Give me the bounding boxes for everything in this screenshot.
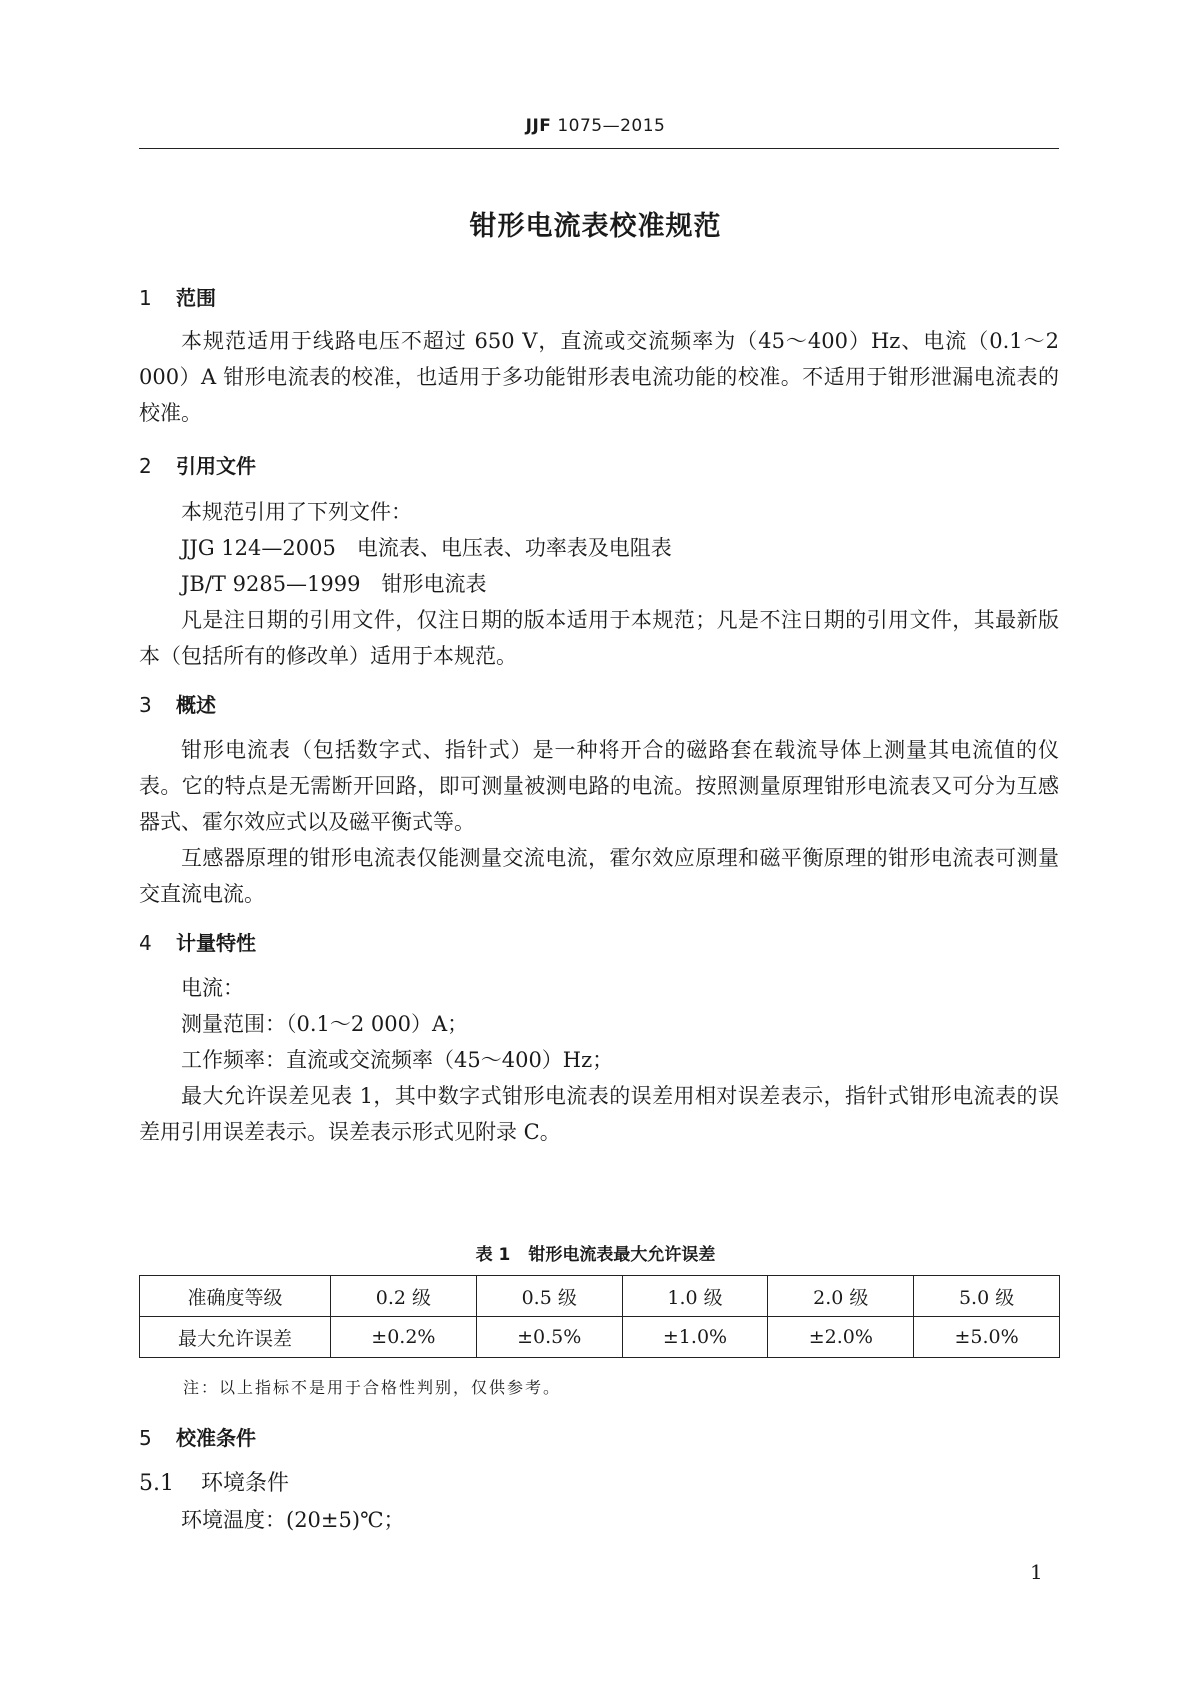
section-title: 计量特性 — [176, 931, 256, 955]
table-cell: 2.0 级 — [768, 1276, 914, 1317]
spec-line-range: 测量范围：（0.1～2 000）A； — [181, 1012, 469, 1036]
section-title: 引用文件 — [176, 454, 256, 478]
table-cell: ±2.0% — [768, 1317, 914, 1358]
table-note: 注：以上指标不是用于合格性判别，仅供参考。 — [183, 1378, 562, 1397]
document-code-number: 1075—2015 — [557, 116, 666, 136]
references-intro: 本规范引用了下列文件： — [181, 500, 412, 524]
section-title: 范围 — [176, 286, 216, 310]
table-cell: ±0.5% — [476, 1317, 622, 1358]
table-cell: 0.2 级 — [331, 1276, 477, 1317]
section-number: 2 — [139, 454, 152, 478]
table-cell: ±1.0% — [622, 1317, 768, 1358]
section-4-paragraph: 最大允许误差见表 1，其中数字式钳形电流表的误差用相对误差表示，指针式钳形电流表的误差用引用误差表示。误差表示形式见附录 C。 — [139, 1084, 1059, 1144]
document-code-prefix: JJF — [525, 116, 552, 136]
section-2-heading — [139, 450, 256, 479]
max-error-table — [139, 1275, 1060, 1358]
subsection-title: 环境条件 — [201, 1471, 290, 1496]
table-row — [140, 1276, 1060, 1317]
table-number: 表 1 — [475, 1245, 511, 1265]
page-number: 1 — [1030, 1560, 1043, 1584]
section-3-paragraph-2: 互感器原理的钳形电流表仅能测量交流电流，霍尔效应原理和磁平衡原理的钳形电流表可测量交直流电流。 — [139, 846, 1059, 906]
section-4-heading — [139, 927, 256, 956]
section-title: 概述 — [176, 693, 216, 717]
section-3-paragraph-1: 钳形电流表（包括数字式、指针式）是一种将开合的磁路套在载流导体上测量其电流值的仪表。它的特点是无需断开回路，即可测量被测电路的电流。按照测量原理钳形电流表又可分为互感器式、霍尔效应式以及磁平衡式等。 — [139, 738, 1059, 834]
section-2-paragraph: 凡是注日期的引用文件，仅注日期的版本适用于本规范；凡是不注日期的引用文件，其最新版本（包括所有的修改单）适用于本规范。 — [139, 608, 1059, 668]
section-number: 4 — [139, 931, 152, 955]
table-title: 钳形电流表最大允许误差 — [528, 1245, 716, 1265]
section-5-heading — [139, 1422, 256, 1451]
reference-item: JJG 124—2005 电流表、电压表、功率表及电阻表 — [181, 536, 672, 560]
section-number: 3 — [139, 693, 152, 717]
table-caption — [0, 1240, 1191, 1265]
table-row-header: 最大允许误差 — [140, 1317, 331, 1358]
document-code — [0, 116, 1191, 136]
section-1-paragraph: 本规范适用于线路电压不超过 650 V，直流或交流频率为（45～400）Hz、电流（0.1～2 000）A 钳形电流表的校准，也适用于多功能钳形表电流功能的校准。不适用于钳形泄漏电流表的校准。 — [139, 329, 1059, 425]
subsection-number: 5.1 — [139, 1471, 174, 1496]
section-number: 5 — [139, 1426, 152, 1450]
section-title: 校准条件 — [176, 1426, 256, 1450]
section-number: 1 — [139, 286, 152, 310]
reference-item: JB/T 9285—1999 钳形电流表 — [181, 572, 487, 596]
section-3-heading — [139, 689, 216, 718]
page-title: 钳形电流表校准规范 — [469, 211, 722, 242]
table-cell: 1.0 级 — [622, 1276, 768, 1317]
spec-line-current: 电流： — [181, 976, 244, 1000]
subsection-5-1-heading — [139, 1466, 289, 1497]
section-1-heading — [139, 282, 216, 311]
table-row-header: 准确度等级 — [140, 1276, 331, 1317]
table-cell: ±5.0% — [914, 1317, 1060, 1358]
env-temperature-line: 环境温度：(20±5)℃； — [181, 1508, 405, 1532]
table-cell: 5.0 级 — [914, 1276, 1060, 1317]
table-cell: 0.5 级 — [476, 1276, 622, 1317]
table-row — [140, 1317, 1060, 1358]
header-rule — [139, 148, 1059, 149]
spec-line-frequency: 工作频率：直流或交流频率（45～400）Hz； — [181, 1048, 614, 1072]
table-cell: ±0.2% — [331, 1317, 477, 1358]
